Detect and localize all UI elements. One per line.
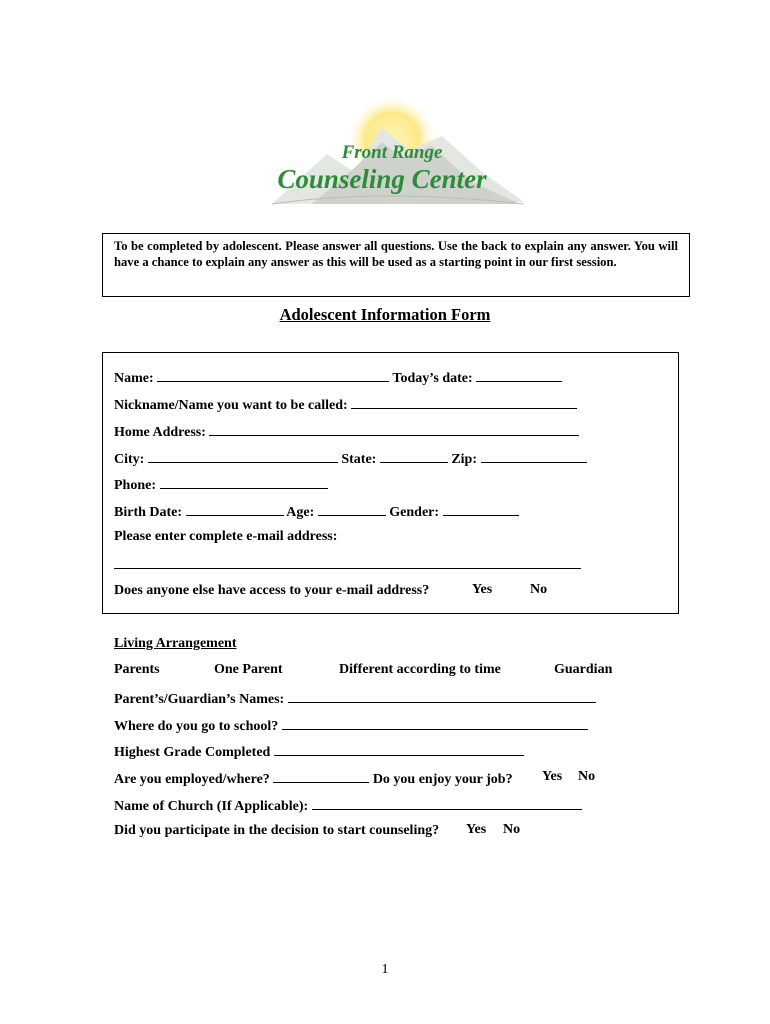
option-label: Guardian (554, 662, 613, 677)
decision-yes[interactable] (466, 822, 486, 838)
age-field[interactable] (318, 502, 386, 516)
church-row (114, 796, 582, 816)
todays-date-field[interactable] (476, 368, 562, 382)
page-number: 1 (381, 962, 389, 977)
birth-date-label: Birth Date: (114, 505, 183, 520)
nickname-row (114, 395, 577, 415)
gender-field[interactable] (443, 502, 519, 516)
church-field[interactable] (312, 796, 582, 810)
option-label: Different according to time (339, 662, 501, 677)
logo-line-1: Front Range (341, 142, 443, 163)
city-row (114, 449, 587, 469)
age-label: Age: (286, 505, 315, 520)
email-access-no[interactable] (530, 582, 547, 598)
todays-date-label: Today’s date: (392, 371, 473, 386)
email-access-yes[interactable] (472, 582, 492, 598)
name-row (114, 368, 562, 388)
decision-label: Did you participate in the decision to start counseling? (114, 823, 440, 838)
option-label: One Parent (214, 662, 283, 677)
nickname-label: Nickname/Name you want to be called: (114, 398, 348, 413)
nickname-field[interactable] (351, 395, 577, 409)
phone-label: Phone: (114, 478, 156, 493)
grade-field[interactable] (274, 742, 524, 756)
grade-row (114, 742, 524, 762)
phone-field[interactable] (160, 475, 328, 489)
yes-label: Yes (472, 582, 493, 597)
instructions-text: To be completed by adolescent. Please answer all questions. Use the back to explain any answer. You will have a chance to explain any answer as this will be used as a starting point in our first session. (114, 239, 678, 269)
school-row (114, 716, 588, 736)
birth-date-field[interactable] (186, 502, 284, 516)
school-field[interactable] (282, 716, 588, 730)
name-label: Name: (114, 371, 154, 386)
city-label: City: (114, 452, 145, 467)
option-parents[interactable] (114, 662, 160, 678)
email-prompt-label: Please enter complete e-mail address: (114, 529, 338, 544)
phone-row (114, 475, 328, 495)
front-range-logo (232, 92, 538, 220)
form-title: Adolescent Information Form (279, 305, 491, 324)
home-address-row (114, 422, 579, 442)
guardian-names-field[interactable] (288, 689, 596, 703)
state-label: State: (341, 452, 377, 467)
guardian-names-label: Parent’s/Guardian’s Names: (114, 692, 285, 707)
option-different-time[interactable] (339, 662, 501, 678)
email-access-label: Does anyone else have access to your e-mail address? (114, 583, 430, 598)
no-label: No (578, 769, 596, 784)
mountain-sun-logo-icon (232, 92, 538, 220)
decision-row (114, 822, 439, 840)
employed-field[interactable] (273, 769, 369, 783)
yes-label: Yes (466, 822, 487, 837)
birth-row (114, 502, 519, 522)
zip-label: Zip: (451, 452, 478, 467)
gender-label: Gender: (389, 505, 440, 520)
email-field-row (114, 555, 581, 575)
zip-field[interactable] (481, 449, 587, 463)
email-field[interactable] (114, 555, 581, 569)
employed-label: Are you employed/where? (114, 772, 270, 787)
no-label: No (503, 822, 521, 837)
enjoy-job-no[interactable] (578, 769, 595, 785)
city-field[interactable] (148, 449, 338, 463)
church-label: Name of Church (If Applicable): (114, 799, 309, 814)
enjoy-job-yes[interactable] (542, 769, 562, 785)
email-access-row (114, 582, 429, 600)
enjoy-job-label: Do you enjoy your job? (372, 772, 513, 787)
option-label: Parents (114, 662, 160, 677)
instructions-box (102, 233, 690, 297)
option-guardian[interactable] (554, 662, 612, 678)
yes-label: Yes (542, 769, 563, 784)
home-address-label: Home Address: (114, 425, 206, 440)
logo-line-2: Counseling Center (277, 164, 487, 194)
grade-label: Highest Grade Completed (114, 745, 271, 760)
option-one-parent[interactable] (214, 662, 283, 678)
no-label: No (530, 582, 548, 597)
guardian-names-row (114, 689, 596, 709)
home-address-field[interactable] (209, 422, 579, 436)
name-field[interactable] (157, 368, 389, 382)
living-arrangement-heading: Living Arrangement (114, 636, 237, 651)
decision-no[interactable] (503, 822, 520, 838)
email-prompt-row (114, 528, 337, 546)
school-label: Where do you go to school? (114, 719, 279, 734)
state-field[interactable] (380, 449, 448, 463)
employment-row (114, 769, 513, 789)
